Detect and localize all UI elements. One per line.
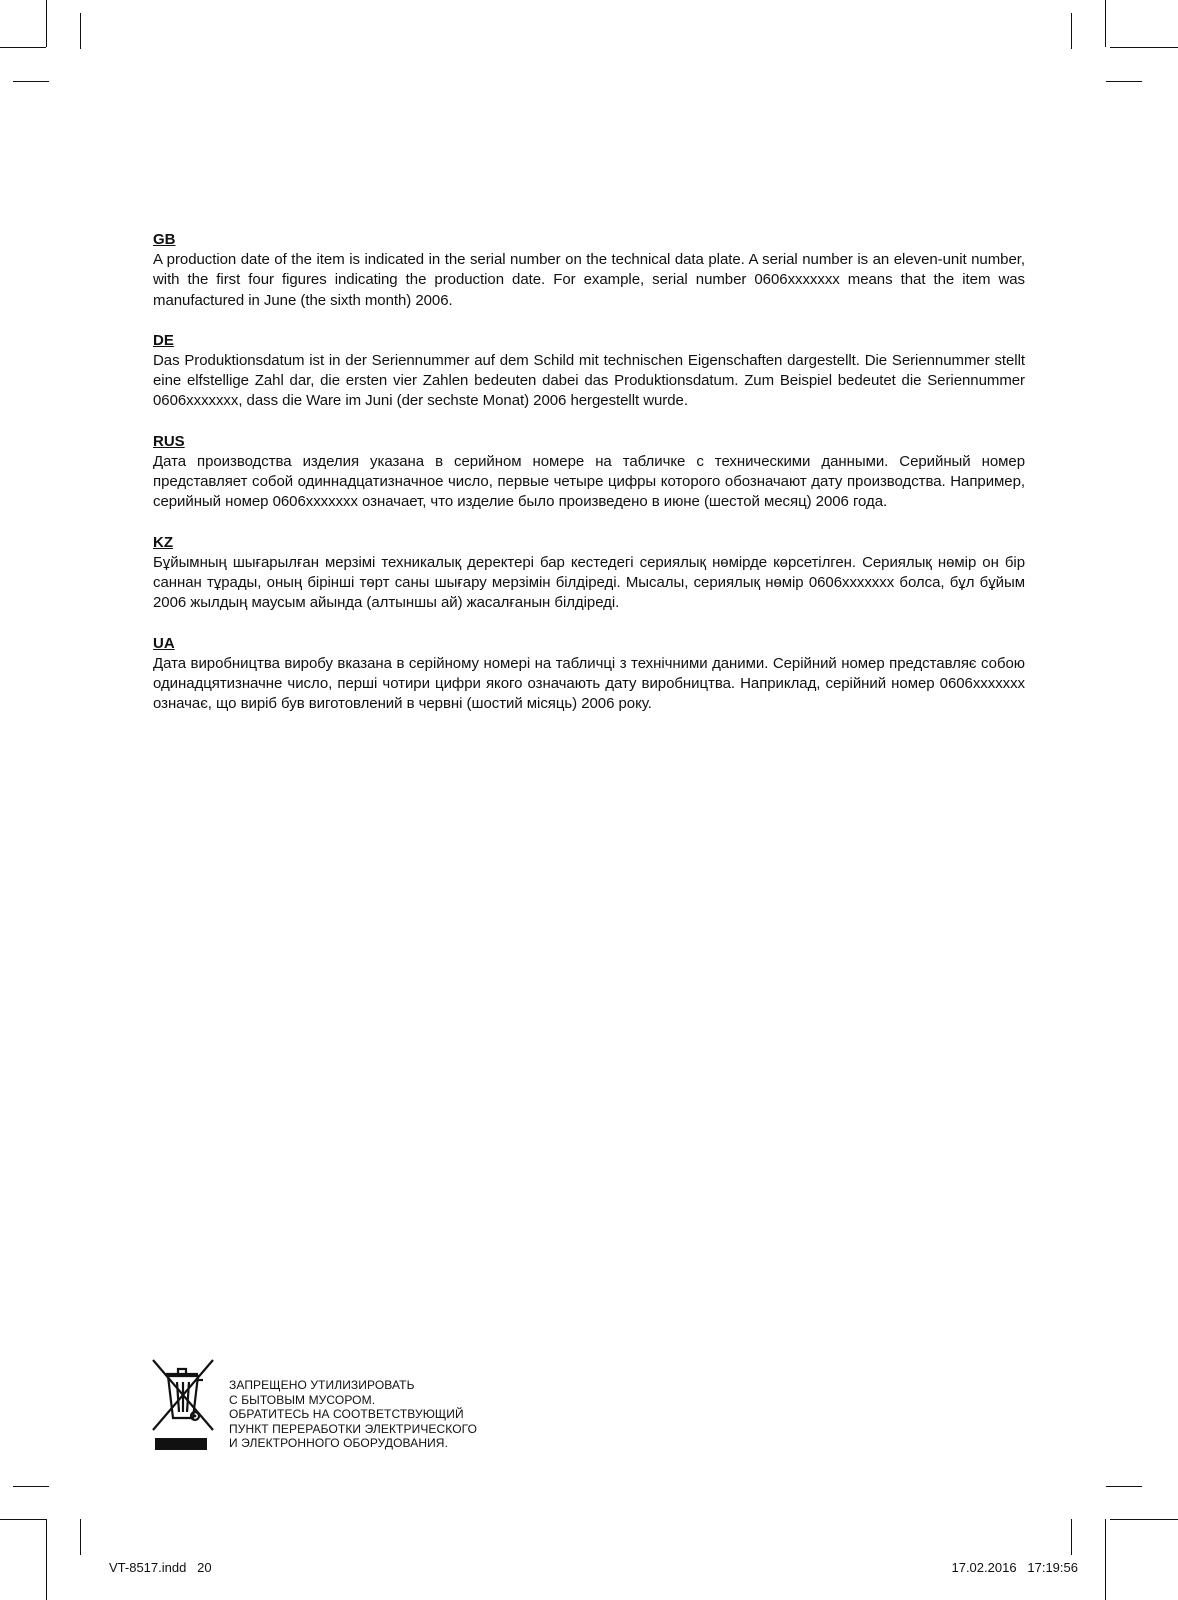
disposal-warning bbox=[229, 1378, 477, 1451]
crop-mark bbox=[13, 81, 49, 82]
disposal-warning-line: И ЭЛЕКТРОННОГО ОБОРУДОВАНИЯ. bbox=[229, 1436, 449, 1450]
crop-mark bbox=[80, 1519, 81, 1555]
section-text: Дата виробництва виробу вказана в серійному номері на табличці з технічними даними. Серійний номер представляє собою одинадцятизначне число, перші чотири цифри якого означають дату виробництва. Наприклад, серійний номер 0606ххххххх означає, що виріб був виготовлений в червні (шостий місяць) 2006 року. bbox=[153, 654, 1025, 713]
section-text: Das Produktionsdatum ist in der Seriennummer auf dem Schild mit technischen Eigenschaften dargestellt. Die Seriennummer stellt eine elfstellige Zahl dar, die ersten vier Zahlen bedeuten dabei das Produktionsdatum. Zum Beispiel bedeutet die Seriennummer 0606xxxxxxx, dass die Ware im Juni (der sechste Monat) 2006 hergestellt wurde. bbox=[153, 351, 1025, 410]
crop-mark bbox=[1071, 13, 1072, 49]
disposal-warning-line: ПУНКТ ПЕРЕРАБОТКИ ЭЛЕКТРИЧЕСКОГО bbox=[229, 1421, 478, 1436]
crop-mark bbox=[1110, 1519, 1178, 1520]
crop-mark bbox=[46, 1519, 47, 1600]
language-heading: UA bbox=[153, 634, 175, 652]
section-gb bbox=[153, 230, 1025, 311]
crop-mark bbox=[1110, 47, 1178, 48]
section-rus bbox=[153, 432, 1025, 513]
production-date-notice bbox=[153, 230, 1025, 734]
crop-mark bbox=[1106, 1486, 1142, 1487]
timestamp-slug: 17.02.2016 17:19:56 bbox=[951, 1560, 1078, 1575]
section-text: A production date of the item is indicated in the serial number on the technical data plate. A serial number is an eleven-unit number, with the first four figures indicating the production date. For example, serial number 0606xxxxxxx means that the item was manufactured in June (the sixth month) 2006. bbox=[153, 251, 1025, 309]
crop-mark bbox=[1105, 0, 1106, 47]
crop-mark bbox=[13, 1486, 49, 1487]
crop-mark bbox=[1106, 81, 1142, 82]
crop-mark bbox=[1105, 1519, 1106, 1600]
crop-mark bbox=[1071, 1519, 1072, 1555]
language-heading: GB bbox=[153, 231, 176, 248]
crossed-out-wheelie-bin-icon bbox=[151, 1358, 217, 1450]
language-heading: RUS bbox=[153, 432, 185, 450]
section-ua bbox=[153, 634, 1025, 715]
section-text: Бұйымның шығарылған мерзімі техникалық деректері бар кестедегі сериялық нөмірде көрсетілген. Сериялық нөмір он бір саннан тұрады, оның бірінші төрт саны шығару мерзімін білдіреді. Мысалы, сериялық нөмір 0606ххххххх болса, бұл бұйым 2006 жылдың маусым айында (алтыншы ай) жасалғанын білдіреді. bbox=[153, 553, 1025, 612]
crop-mark bbox=[0, 1519, 46, 1520]
disposal-warning-line: ЗАПРЕЩЕНО УТИЛИЗИРОВАТЬ bbox=[229, 1378, 415, 1392]
crop-mark bbox=[46, 0, 47, 47]
crop-mark bbox=[80, 13, 81, 49]
section-de bbox=[153, 331, 1025, 412]
disposal-warning-line: ОБРАТИТЕСЬ НА СООТВЕТСТВУЮЩИЙ bbox=[229, 1407, 464, 1421]
section-text: Дата производства изделия указана в серийном номере на табличке с техническими данными. Серийный номер представляет собой одиннадцатизначное число, первые четыре цифры которого обозначают дату производства. Например, серийный номер 0606ххххххх означает, что изделие было произведено в июне (шестой месяц) 2006 года. bbox=[153, 452, 1025, 511]
crop-mark bbox=[0, 47, 46, 48]
section-kz bbox=[153, 533, 1025, 614]
file-slug: VT-8517.indd 20 bbox=[109, 1560, 212, 1575]
disposal-warning-line: С БЫТОВЫМ МУСОРОМ. bbox=[229, 1392, 376, 1407]
language-heading: DE bbox=[153, 331, 174, 349]
language-heading: KZ bbox=[153, 533, 173, 551]
